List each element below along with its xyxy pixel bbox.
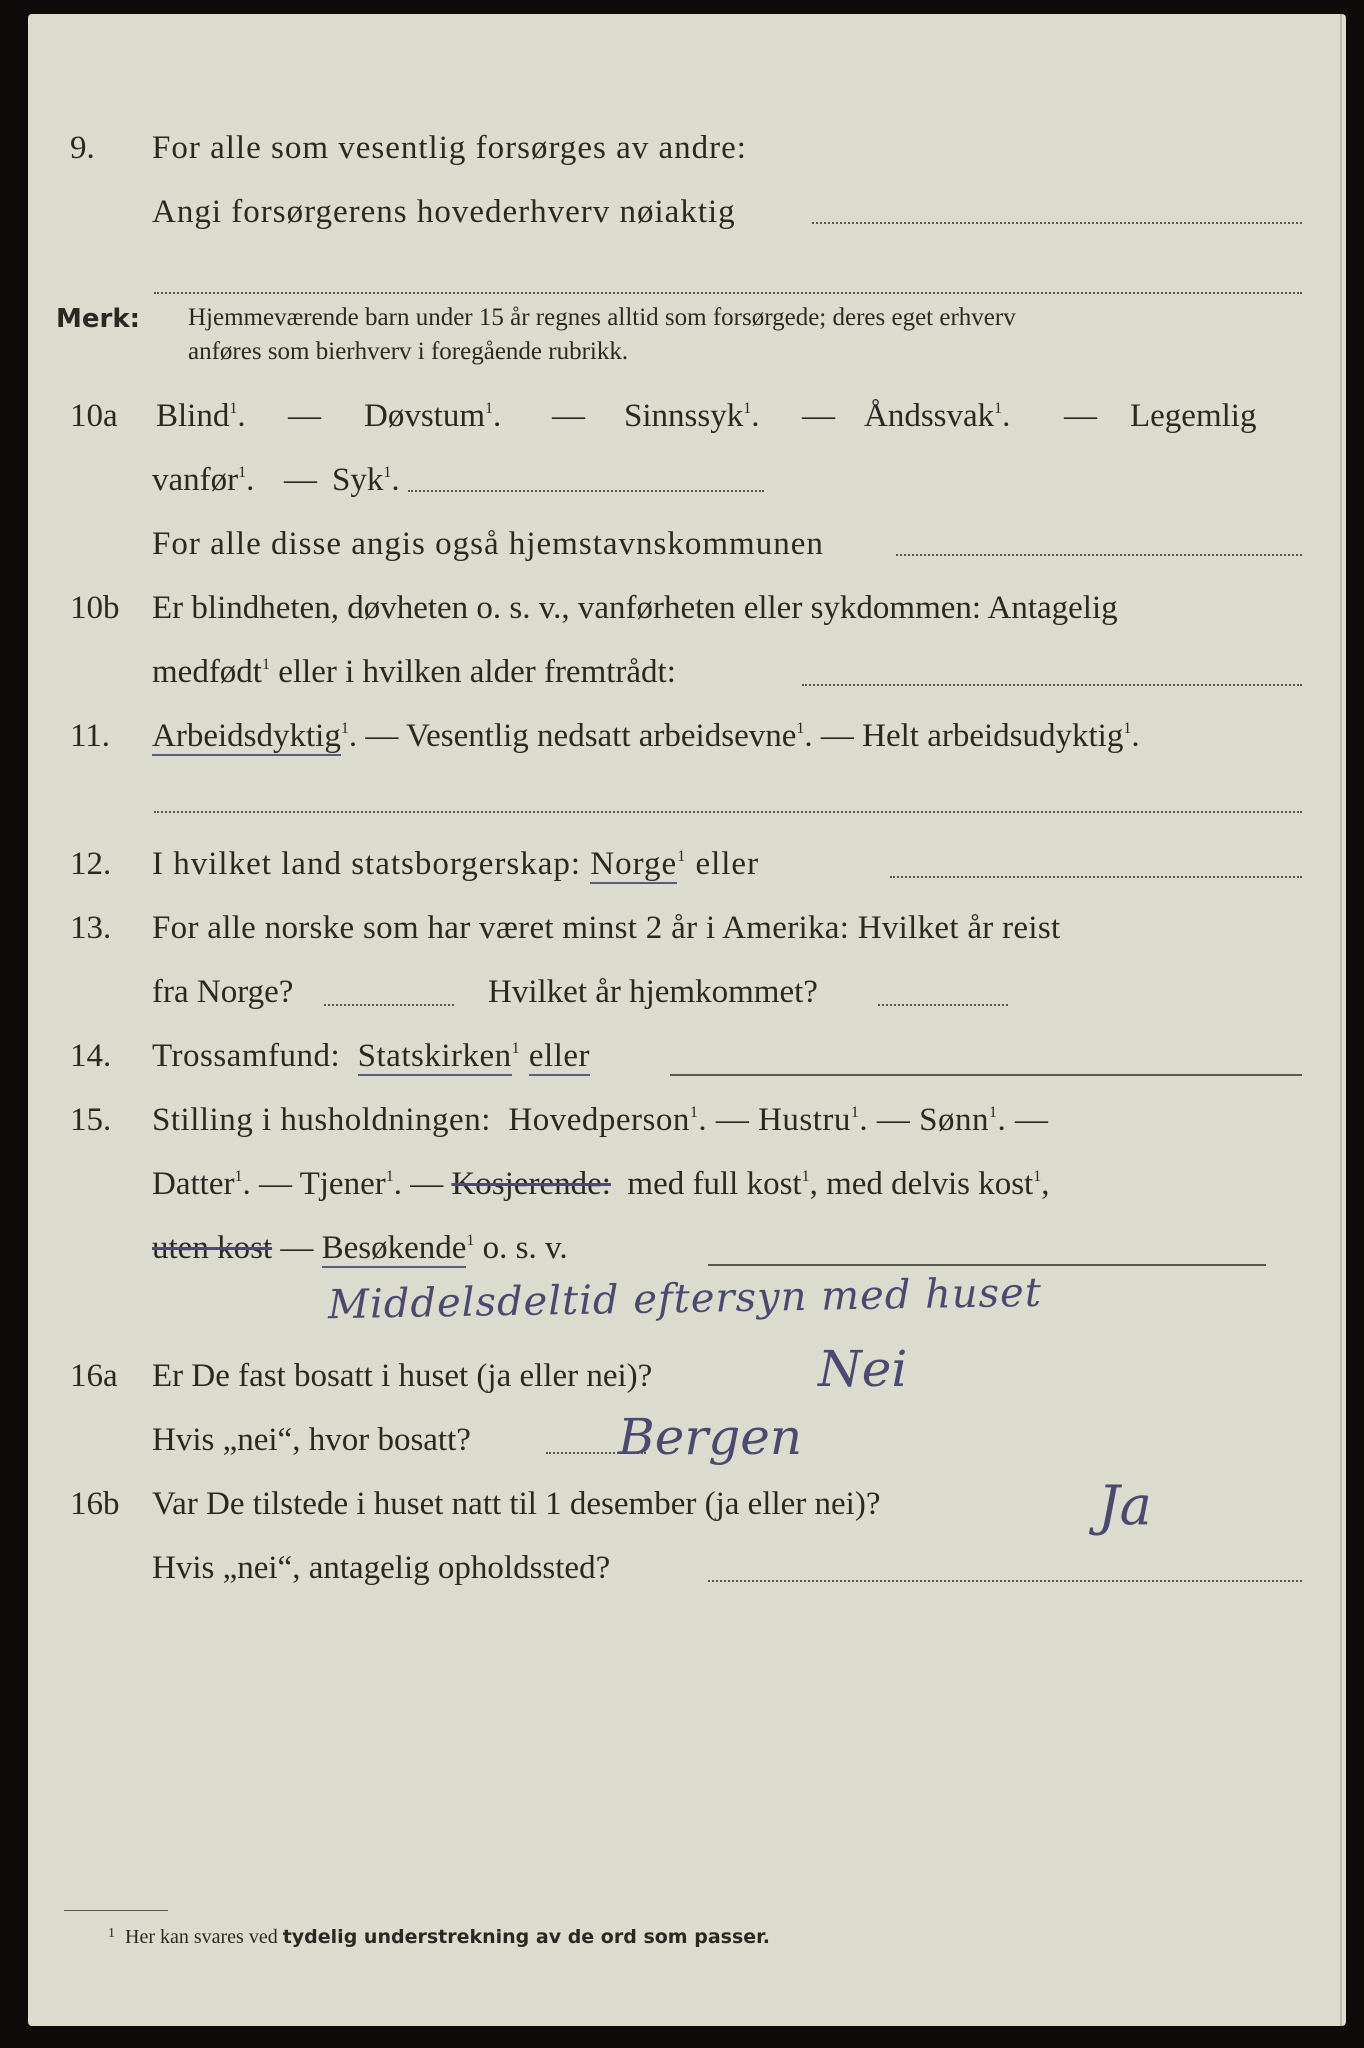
q16b-answer-line[interactable] [708, 1580, 1302, 1582]
q12-answer-line[interactable] [890, 876, 1302, 878]
q14-answer-line[interactable] [670, 1074, 1302, 1076]
q10b-row2 [28, 654, 1318, 708]
q10a-number: 10a [70, 398, 118, 434]
q15-answer-line[interactable] [708, 1264, 1266, 1266]
q9-text2: Angi forsørgerens hovederhverv nøiaktig [152, 194, 736, 230]
q12-opt-norge[interactable]: Norge [590, 846, 678, 882]
q12-row [28, 846, 1318, 900]
q11-number: 11. [70, 718, 111, 754]
q14-row [28, 1038, 1318, 1092]
q14-number: 14. [70, 1038, 112, 1074]
q16b-answer1: Ja [1098, 1474, 1152, 1537]
q15-opt-besokende[interactable]: Besøkende [321, 1230, 467, 1266]
q13-q2: Hvilket år hjemkommet? [488, 974, 818, 1010]
q9-number: 9. [70, 130, 95, 166]
q11-opt-nedsatt[interactable]: Vesentlig nedsatt arbeidsevne [405, 718, 797, 754]
q16b-q1: Var De tilstede i huset natt til 1 desember (ja eller nei)? [152, 1486, 881, 1522]
footnote: $^1$ Her kan svares ved tydelig understrekning av de ord som passer. [108, 1926, 771, 1948]
q15-text2: Datter$^1$. — Tjener$^1$. — Kosjerende: med full kost$^1$, med delvis kost$^1$, [152, 1166, 1050, 1202]
q11-opt-arbeidsdyktig[interactable]: Arbeidsdyktig [152, 718, 341, 754]
q10a-opt-dovstum: Døvstum$^1$. [364, 398, 502, 434]
q16b-row2 [28, 1550, 1318, 1604]
q15-text3: uten kost — Besøkende$^1$ o. s. v. [152, 1230, 568, 1266]
q10a-home-line[interactable] [896, 554, 1302, 556]
q11-options: Arbeidsdyktig$^1$. — Vesentlig nedsatt arbeidsevne$^1$. — Helt arbeidsudyktig$^1$. [152, 718, 1140, 754]
q16b-q2: Hvis „nei“, antagelig opholdssted? [152, 1550, 611, 1586]
q10a-row1: 10a Blind$^1$. — Døvstum$^1$. — Sinnssyk$^1$. — Åndssvak$^1$. — Legemlig [70, 398, 1257, 434]
q16a-number: 16a [70, 1358, 118, 1394]
q13-text1: For alle norske som har været minst 2 år i Amerika: Hvilket år reist [152, 910, 1061, 946]
q9-row2 [28, 194, 1318, 248]
q10a-opt-blind: Blind$^1$. [156, 398, 246, 434]
q12-number: 12. [70, 846, 112, 882]
q10a-opt-legemlig: Legemlig [1130, 398, 1257, 434]
census-form-page [28, 14, 1346, 2026]
q10a-text3: For alle disse angis også hjemstavnskommunen [152, 526, 824, 562]
footnote-text1: Her kan svares ved [125, 1926, 278, 1948]
q16a-answer2: Bergen [618, 1408, 803, 1466]
q13-row1 [28, 910, 1318, 964]
note-text2: anføres som bierhverv i foregående rubrikk. [188, 338, 629, 365]
q15-row1 [28, 1102, 1318, 1156]
q13-q1: fra Norge? [152, 974, 294, 1010]
q10a-opt-vanfor: vanfør$^1$. [152, 462, 255, 498]
q10b-answer-line[interactable] [802, 684, 1302, 686]
q10b-row1 [28, 590, 1318, 644]
q11-row [28, 718, 1318, 772]
q10a-opt-sinnssyk: Sinnssyk$^1$. [624, 398, 760, 434]
q10a-opt-syk: Syk$^1$. [332, 462, 400, 498]
q9-row1 [28, 130, 1318, 184]
q16a-answer1: Nei [818, 1340, 908, 1398]
q10b-text1: Er blindheten, døvheten o. s. v., vanførheten eller sykdommen: Antagelig [152, 590, 1118, 626]
q13-number: 13. [70, 910, 112, 946]
right-margin-rule [1340, 14, 1342, 2026]
note-label: Merk: [56, 304, 141, 334]
q14-opt-statskirken[interactable]: Statskirken [357, 1038, 512, 1074]
q11-opt-udyktig[interactable]: Helt arbeidsudyktig [862, 718, 1124, 754]
q10a-row2: vanfør$^1$. — Syk$^1$. [28, 462, 1318, 516]
q13-hjemkommet-line[interactable] [878, 1004, 1008, 1006]
q13-row2 [28, 974, 1318, 1028]
footnote-text2: tydelig understrekning av de ord som passer. [282, 1926, 771, 1948]
q14-text: Trossamfund: Statskirken$^1$ eller [152, 1038, 591, 1074]
q11-answer-line[interactable] [154, 811, 1302, 813]
q15-row2 [28, 1166, 1318, 1220]
q12-text: I hvilket land statsborgerskap: Norge$^1$ eller [152, 846, 760, 882]
q9-text1: For alle som vesentlig forsørges av andre: [152, 130, 747, 166]
q13-reist-line[interactable] [324, 1004, 454, 1006]
q10a-row3 [28, 526, 1318, 580]
q16a-q1: Er De fast bosatt i huset (ja eller nei)? [152, 1358, 653, 1394]
q9-answer-line[interactable] [812, 222, 1302, 224]
q15-handwritten-answer: Middelsdeltid eftersyn med huset [327, 1269, 1043, 1329]
q16b-number: 16b [70, 1486, 120, 1522]
q10a-opt-andssvak: Åndssvak$^1$. [864, 398, 1011, 434]
note-text1: Hjemmeværende barn under 15 år regnes alltid som forsørgede; deres eget erhverv [188, 304, 1016, 331]
q9-answer-line2[interactable] [154, 292, 1302, 294]
q15-text1: Stilling i husholdningen: Hovedperson$^1$. — Hustru$^1$. — Sønn$^1$. — [152, 1102, 1049, 1138]
footnote-rule [64, 1910, 168, 1911]
q16a-q2: Hvis „nei“, hvor bosatt? [152, 1422, 471, 1458]
q16a-row1 [28, 1358, 1318, 1412]
q15-number: 15. [70, 1102, 112, 1138]
note-row2 [28, 338, 1318, 392]
q10b-number: 10b [70, 590, 120, 626]
q10b-opt-medfodt: medfødt$^1$ eller i hvilken alder fremtrådt: [152, 654, 676, 690]
q10a-answer-line[interactable] [408, 490, 764, 492]
